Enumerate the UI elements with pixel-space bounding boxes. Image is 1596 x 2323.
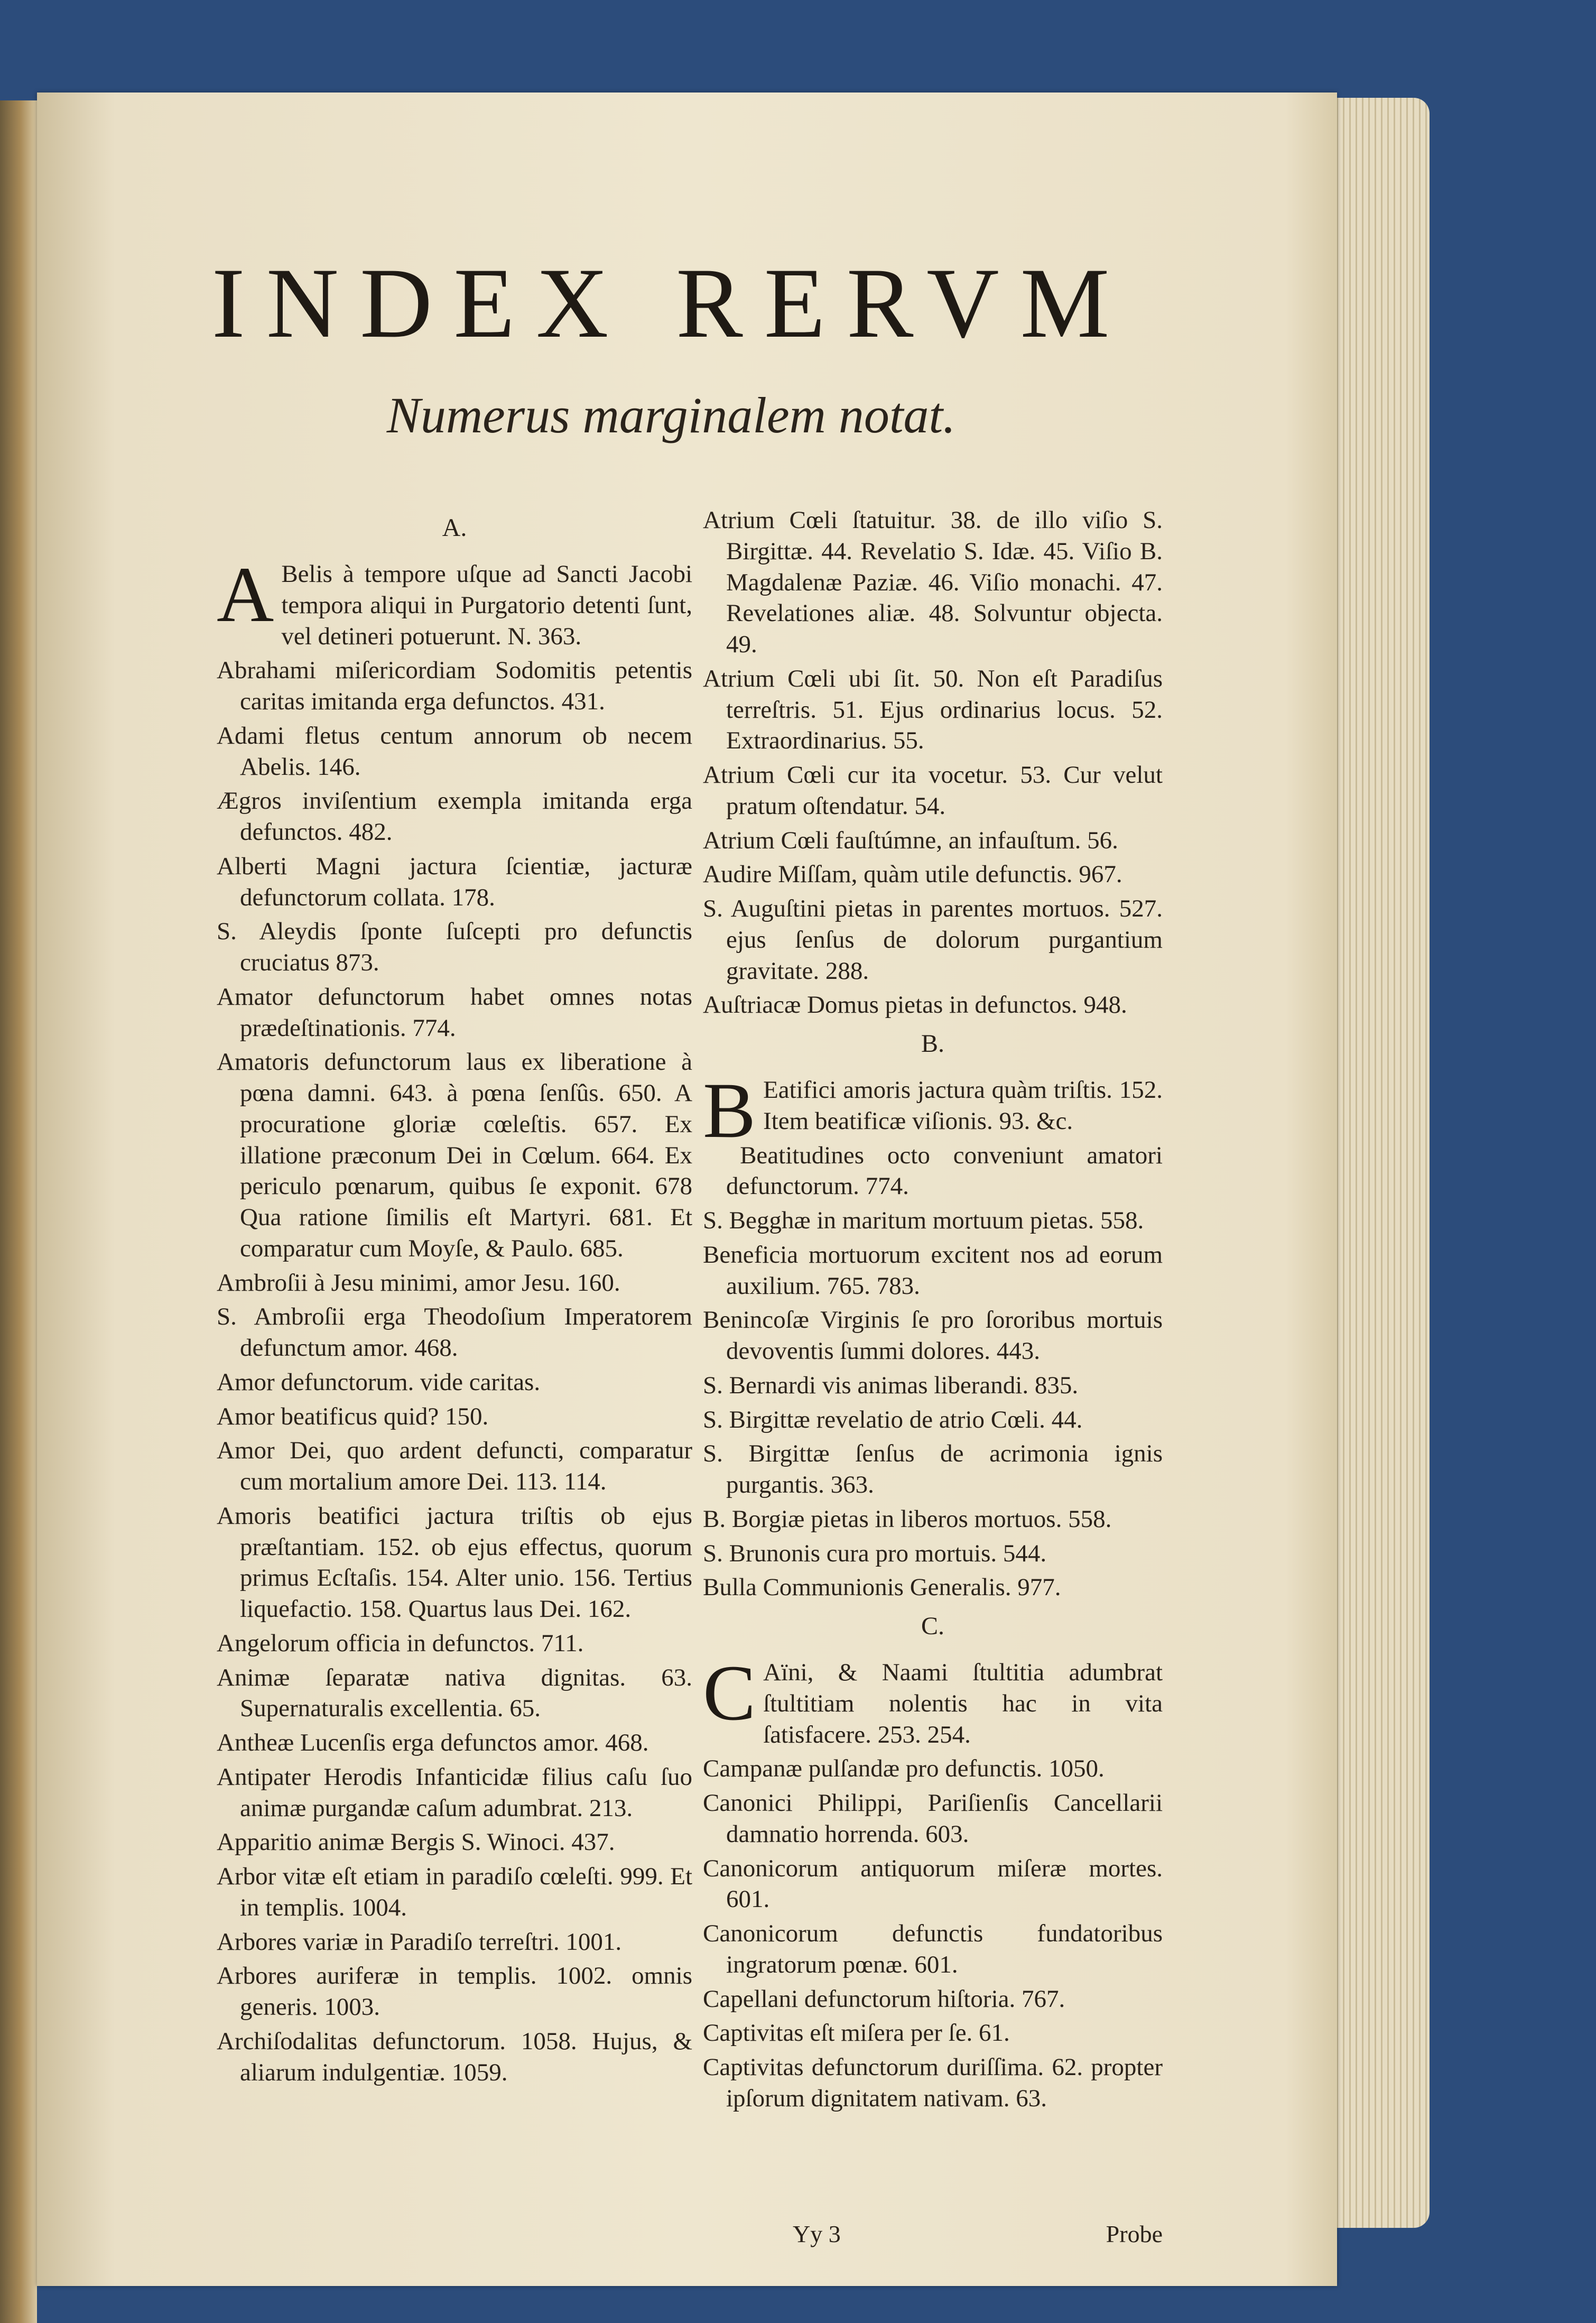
page-edges: [1332, 98, 1430, 2228]
index-entry: C Aïni, & Naami ſtultitia adumbrat ſtultitiam nolentis hac in vita ſatisfacere. 253. 254.: [703, 1649, 1163, 1748]
index-entry: S. Auguſtini pietas in parentes mortuos. 527. ejus ſenſus de dolorum purgantium gravitate. 288.: [703, 895, 1163, 985]
signature-mark: Yy 3: [793, 2220, 841, 2247]
index-entry: S. Ambroſii erga Theodoſium Imperatorem defunctum amor. 468.: [217, 1303, 692, 1362]
index-entry: Atrium Cœli cur ita vocetur. 53. Cur velut pratum oſtendatur. 54.: [703, 761, 1163, 820]
right-column: [703, 505, 1163, 2117]
page-subtitle: Numerus marginalem notat.: [386, 387, 956, 443]
index-entry: Arbor vitæ eſt etiam in paradiſo cœleſti. 999. Et in templis. 1004.: [217, 1863, 692, 1921]
index-entry: Benincoſæ Virginis ſe pro ſororibus mortuis devoventis ſummi dolores. 443.: [703, 1306, 1163, 1365]
index-entry: B Eatifici amoris jactura quàm triſtis. 152. Item beatificæ viſionis. 93. &c.: [703, 1067, 1163, 1154]
index-entry: Atrium Cœli ſtatuitur. 38. de illo viſio S. Birgittæ. 44. Revelatio S. Idæ. 45. Viſio B. Magdalenæ Paziæ. 46. Viſio monachi. 47. Revelationes aliæ. 48. Solvuntur objecta. 49.: [703, 506, 1163, 658]
index-entry: S. Aleydis ſponte ſuſcepti pro defunctis cruciatus 873.: [217, 918, 692, 976]
index-entry: Capellani defunctorum hiſtoria. 767.: [703, 1985, 1065, 2013]
index-entry: Canonicorum antiquorum miſeræ mortes. 601.: [703, 1854, 1163, 1913]
index-entry: A Belis à tempore uſque ad Sancti Jacobi tempora aliqui in Purgatorio detenti ſunt, vel detineri potuerunt. N. 363.: [217, 551, 692, 650]
index-entry: S. Birgittæ ſenſus de acrimonia ignis purgantis. 363.: [703, 1440, 1163, 1498]
index-entry: Apparitio animæ Bergis S. Winoci. 437.: [217, 1828, 615, 1856]
index-entry: Antheæ Lucenſis erga defunctos amor. 468.: [217, 1729, 649, 1756]
index-entry: Canonici Philippi, Pariſienſis Cancellarii damnatio horrenda. 603.: [703, 1789, 1163, 1848]
index-entry: S. Begghæ in maritum mortuum pietas. 558.: [703, 1207, 1144, 1234]
index-entry: Amatoris defunctorum laus ex liberatione à pœna damni. 643. à pœna ſenſûs. 650. A procuratione gloriæ cœleſtis. 657. Ex illatione præconum Dei in Cœlum. 664. Ex periculo pœnarum, quibus ſe exponit. 678 Qua ratione ſimilis eſt Martyri. 681. Et comparatur cum Moyſe, & Paulo. 685.: [217, 1048, 692, 1262]
index-entry: Captivitas defunctorum duriſſima. 62. propter ipſorum dignitatem nativam. 63.: [703, 2053, 1163, 2112]
section-heading-c: C.: [921, 1612, 944, 1640]
index-entry: Amor Dei, quo ardent defuncti, comparatur cum mortalium amore Dei. 113. 114.: [217, 1437, 692, 1495]
index-entry: Abrahami miſericordiam Sodomitis petentis caritas imitanda erga defunctos. 431.: [217, 656, 692, 715]
index-entry: Atrium Cœli ubi ſit. 50. Non eſt Paradiſus terreſtris. 51. Ejus ordinarius locus. 52. Extraordinarius. 55.: [703, 664, 1163, 755]
index-entry: Amoris beatifici jactura triſtis ob ejus præſtantiam. 152. ob ejus effectus, quorum primus Ecſtaſis. 154. Alter unio. 156. Tertius liquefactio. 158. Quartus laus Dei. 162.: [217, 1502, 692, 1623]
index-entry: Arbores variæ in Paradiſo terreſtri. 1001.: [217, 1928, 622, 1956]
index-entry: Amor defunctorum. vide caritas.: [217, 1368, 541, 1396]
index-entry: Amor beatificus quid? 150.: [217, 1402, 489, 1430]
index-entry: Canonicorum defunctis fundatoribus ingratorum pœnæ. 601.: [703, 1920, 1163, 1978]
drop-cap-a: A: [217, 551, 274, 638]
catchword: Probe: [1106, 2220, 1163, 2247]
index-entry: Archiſodalitas defunctorum. 1058. Hujus, & aliarum indulgentiæ. 1059.: [217, 2027, 692, 2086]
index-entry: Adami fletus centum annorum ob necem Abelis. 146.: [217, 721, 692, 781]
section-heading-b: B.: [921, 1030, 944, 1058]
index-entry: Arbores auriferæ in templis. 1002. omnis generis. 1003.: [217, 1962, 692, 2021]
index-entry: B. Borgiæ pietas in liberos mortuos. 558.: [703, 1505, 1112, 1533]
index-entry: S. Birgittæ revelatio de atrio Cœli. 44.: [703, 1405, 1083, 1433]
index-entry: Animæ ſeparatæ nativa dignitas. 63. Supernaturalis excellentia. 65.: [217, 1663, 692, 1723]
index-entry: Beatitudines octo conveniunt amatori defunctorum. 774.: [726, 1141, 1163, 1200]
index-entry: Bulla Communionis Generalis. 977.: [703, 1574, 1061, 1602]
index-entry: Ægros inviſentium exempla imitanda erga defunctos. 482.: [217, 787, 692, 846]
left-page-edge: [0, 100, 37, 2323]
index-entry: S. Brunonis cura pro mortuis. 544.: [703, 1539, 1047, 1567]
index-entry: Antipater Herodis Infanticidæ filius caſu ſuo animæ purgandæ caſum adumbrat. 213.: [217, 1763, 692, 1822]
index-entry: Amator defunctorum habet omnes notas prædeſtinationis. 774.: [217, 983, 692, 1042]
left-column: [217, 505, 692, 2091]
index-entry: Auſtriacæ Domus pietas in defunctos. 948.: [703, 991, 1127, 1019]
page-title: INDEX RERVM: [211, 248, 1131, 359]
index-entry: Campanæ pulſandæ pro defunctis. 1050.: [703, 1755, 1105, 1783]
drop-cap-b: B: [703, 1067, 756, 1154]
book-page: [37, 92, 1337, 2286]
index-entry: S. Bernardi vis animas liberandi. 835.: [703, 1371, 1079, 1399]
index-entry: Beneficia mortuorum excitent nos ad eorum auxilium. 765. 783.: [703, 1241, 1163, 1300]
index-entry: Alberti Magni jactura ſcientiæ, jacturæ defunctorum collata. 178.: [217, 852, 692, 911]
index-entry: Captivitas eſt miſera per ſe. 61.: [703, 2019, 1010, 2047]
index-entry: Audire Miſſam, quàm utile defunctis. 967.: [703, 860, 1122, 889]
index-entry: Angelorum officia in defunctos. 711.: [217, 1629, 584, 1657]
index-entry: Atrium Cœli fauſtúmne, an infauſtum. 56.: [703, 826, 1118, 854]
index-entry: Ambroſii à Jesu minimi, amor Jesu. 160.: [217, 1269, 620, 1297]
section-heading-a: A.: [442, 514, 467, 542]
drop-cap-c: C: [703, 1649, 756, 1737]
